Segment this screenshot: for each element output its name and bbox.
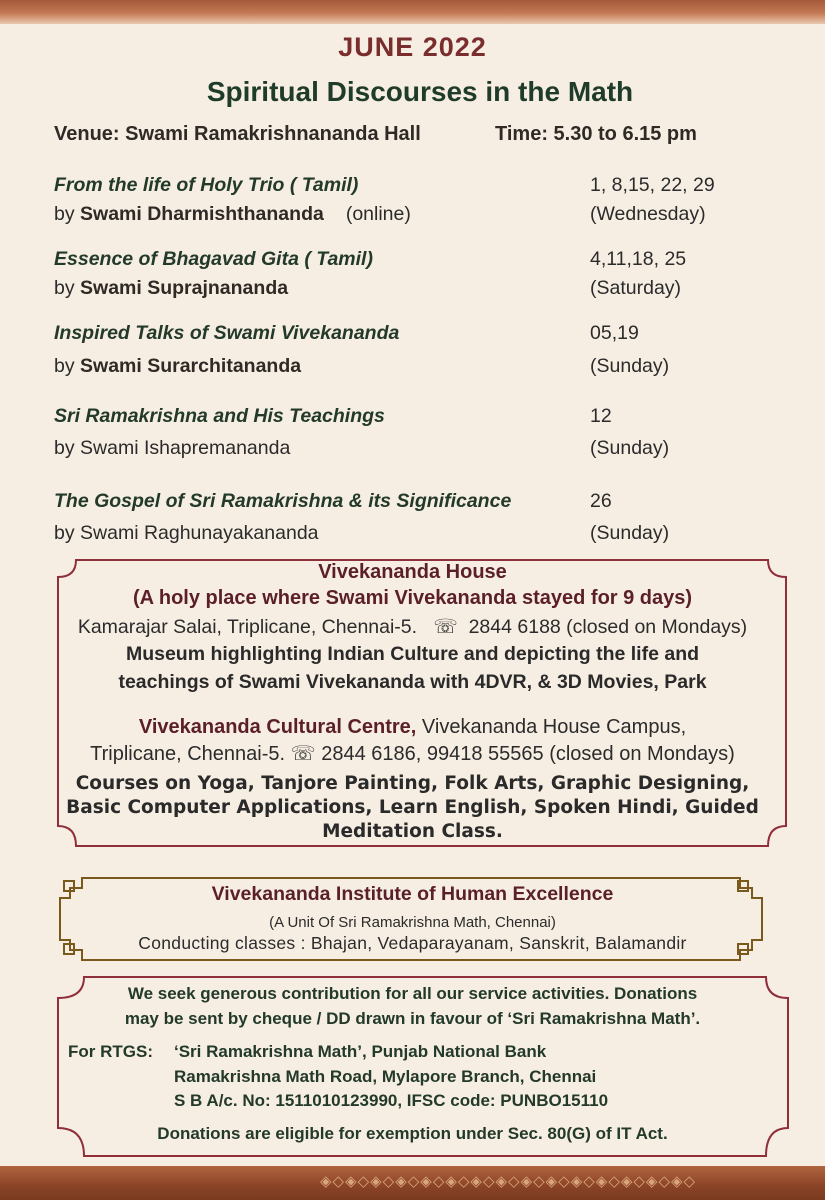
courses-line-2: Basic Computer Applications, Learn English, Spoken Hindi, Guided — [66, 797, 759, 818]
institute-classes: Conducting classes : Bhajan, Vedaparayanam, Sanskrit, Balamandir — [138, 933, 687, 953]
institute-title: Vivekananda Institute of Human Excellence — [211, 883, 614, 905]
vivekananda-house-title: Vivekananda House — [318, 561, 507, 583]
donation-appeal-line-2: may be sent by cheque / DD drawn in favour of ‘Sri Ramakrishna Math’. — [124, 1009, 701, 1028]
talk-speaker-4: by Swami Ishapremananda — [54, 437, 291, 459]
courses-line-1: Courses on Yoga, Tanjore Painting, Folk Arts, Graphic Designing, — [75, 773, 750, 794]
cultural-centre-address: Triplicane, Chennai-5. ☏ 2844 6186, 99418 55565 (closed on Mondays) — [90, 743, 735, 765]
talk-dates-5: 26 — [590, 490, 612, 512]
museum-description-line-2: teachings of Swami Vivekananda with 4DVR, & 3D Movies, Park — [118, 671, 707, 693]
talk-dates-4: 12 — [590, 405, 612, 427]
talk-speaker-5: by Swami Raghunayakananda — [54, 522, 319, 544]
talk-title-5: The Gospel of Sri Ramakrishna & its Significance — [54, 490, 512, 512]
rtgs-branch: Ramakrishna Math Road, Mylapore Branch, Chennai — [174, 1067, 597, 1086]
rtgs-account: S B A/c. No: 1511010123990, IFSC code: PUNBO15110 — [174, 1091, 609, 1110]
talk-speaker-1: by Swami Dharmishthananda (online) — [54, 203, 411, 225]
talk-title-3: Inspired Talks of Swami Vivekananda — [54, 322, 400, 344]
courses-line-3: Meditation Class. — [322, 821, 503, 842]
bottom-ornament-pattern: ◈◇◈◇◈◇◈◇◈◇◈◇◈◇◈◇◈◇◈◇◈◇◈◇◈◇◈◇◈◇ — [320, 1172, 697, 1190]
phone-icon: ☏ — [433, 616, 458, 638]
cultural-centre-heading: Vivekananda Cultural Centre, Vivekananda House Campus, — [138, 716, 687, 738]
vivekananda-house-subtitle: (A holy place where Swami Vivekananda stayed for 9 days) — [132, 587, 693, 609]
talk-dates-3: 05,19 — [590, 322, 639, 344]
talk-title-4: Sri Ramakrishna and His Teachings — [54, 405, 385, 427]
talk-day-4: (Sunday) — [590, 437, 670, 459]
phone-icon: ☏ — [290, 743, 316, 765]
tax-exemption-note: Donations are eligible for exemption under Sec. 80(G) of IT Act. — [157, 1124, 668, 1143]
venue-label: Venue: Swami Ramakrishnananda Hall — [54, 123, 421, 145]
talk-speaker-2: by Swami Suprajnananda — [54, 277, 289, 299]
talk-day-5: (Sunday) — [590, 522, 670, 544]
vivekananda-house-address: Kamarajar Salai, Triplicane, Chennai-5. ☏ 2844 6188 (closed on Mondays) — [77, 616, 748, 638]
rtgs-label: For RTGS: — [68, 1042, 153, 1061]
talk-day-2: (Saturday) — [590, 277, 682, 299]
donation-appeal-line-1: We seek generous contribution for all our service activities. Donations — [127, 984, 698, 1003]
rtgs-bank: ‘Sri Ramakrishna Math’, Punjab National Bank — [174, 1042, 547, 1061]
talk-dates-2: 4,11,18, 25 — [590, 248, 687, 270]
time-label: Time: 5.30 to 6.15 pm — [495, 123, 697, 145]
page-month: JUNE 2022 — [338, 32, 487, 62]
talk-title-2: Essence of Bhagavad Gita ( Tamil) — [54, 248, 373, 270]
talk-speaker-3: by Swami Surarchitananda — [54, 355, 302, 377]
museum-description-line-1: Museum highlighting Indian Culture and depicting the life and — [125, 643, 700, 665]
talk-day-1: (Wednesday) — [590, 203, 706, 225]
page-title: Spiritual Discourses in the Math — [206, 76, 634, 107]
institute-subtitle: (A Unit Of Sri Ramakrishna Math, Chennai) — [269, 914, 556, 931]
talk-day-3: (Sunday) — [590, 355, 670, 377]
talk-dates-1: 1, 8,15, 22, 29 — [590, 174, 715, 196]
talk-title-1: From the life of Holy Trio ( Tamil) — [54, 174, 359, 196]
